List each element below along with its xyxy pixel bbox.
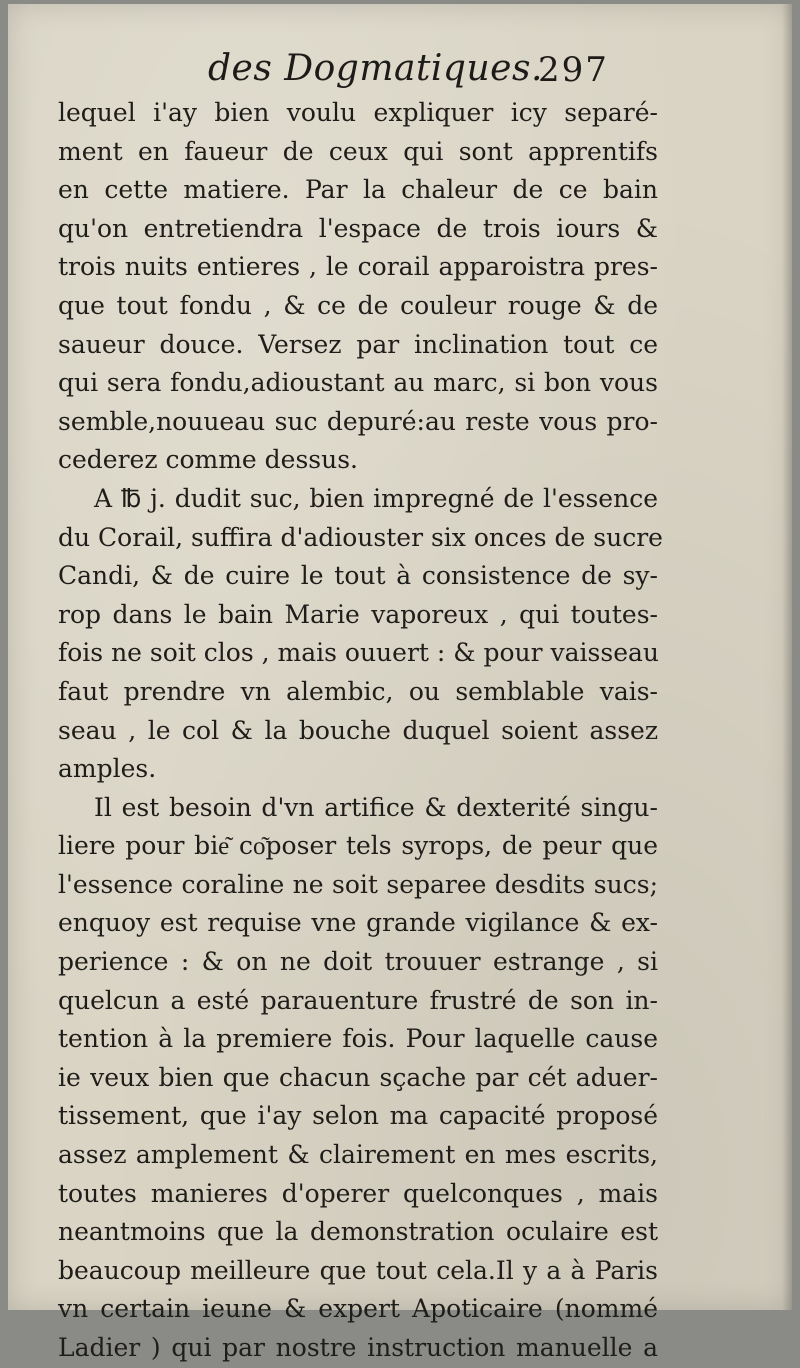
book-page: [8, 4, 792, 1362]
text-line: tissement, que i'ay selon ma capacité proposé: [58, 1101, 658, 1131]
text-line: amples.: [58, 754, 157, 784]
text-line: toutes manieres d'operer quelconques , mais: [58, 1178, 658, 1208]
text-line: cederez comme dessus.: [58, 445, 358, 475]
page-edge-shadow: [782, 4, 792, 1310]
text-line: Il est besoin d'vn artifice & dexterité singu-: [94, 792, 658, 822]
text-line: trois nuits entieres , le corail apparoistra pres-: [58, 252, 658, 282]
text-line: qui sera fondu,adioustant au marc, si bon vous: [58, 368, 658, 398]
body-text: [58, 94, 663, 1368]
text-line: Candi, & de cuire le tout à consistence de sy-: [58, 561, 658, 591]
text-line: l'essence coraline ne soit separee desdits sucs;: [58, 869, 658, 899]
text-line: lequel i'ay bien voulu expliquer icy separé-: [58, 98, 658, 127]
text-line: rop dans le bain Marie vaporeux , qui toutes-: [58, 599, 658, 629]
text-line: ment en faueur de ceux qui sont apprentifs: [58, 136, 658, 166]
text-line: assez amplement & clairement en mes escrits,: [58, 1140, 658, 1170]
text-line: qu'on entretiendra l'espace de trois iours &: [58, 213, 658, 243]
text-line: saueur douce. Versez par inclination tout ce: [58, 329, 658, 359]
text-line: liere pour bie͂ co͂poser tels syrops, de peur que: [58, 831, 658, 861]
text-line: A ℔ j. dudit suc, bien impregné de l'essence: [94, 483, 658, 513]
text-line: vn certain ieune & expert Apoticaire (nommé: [58, 1294, 658, 1324]
running-head-title: des Dogmatiques.: [208, 48, 543, 89]
text-line: semble,nouueau suc depuré:au reste vous pro-: [58, 406, 658, 436]
text-line: que tout fondu , & ce de couleur rouge & de: [58, 290, 658, 320]
text-line: fois ne soit clos , mais ouuert : & pour vaisseau: [58, 638, 659, 668]
text-line: seau , le col & la bouche duquel soient assez: [58, 715, 658, 745]
running-head: [8, 48, 792, 96]
text-line: tention à la premiere fois. Pour laquelle cause: [58, 1024, 658, 1054]
page-number: 297: [538, 50, 609, 90]
text-line: enquoy est requise vne grande vigilance & ex-: [58, 908, 658, 938]
text-line: quelcun a esté parauenture frustré de son in-: [58, 985, 658, 1015]
text-line: perience : & on ne doit trouuer estrange , si: [58, 947, 658, 977]
text-line: en cette matiere. Par la chaleur de ce bain: [58, 175, 658, 205]
text-line: du Corail, suffira d'adiouster six onces de sucre: [58, 522, 663, 552]
text-line: beaucoup meilleure que tout cela.Il y a à Paris: [58, 1255, 658, 1285]
text-line: ie veux bien que chacun sçache par cét aduer-: [58, 1062, 658, 1092]
text-line: faut prendre vn alembic, ou semblable vais-: [58, 676, 658, 706]
text-line: Ladier ) qui par nostre instruction manuelle a: [58, 1333, 658, 1362]
text-line: neantmoins que la demonstration oculaire est: [58, 1217, 658, 1247]
